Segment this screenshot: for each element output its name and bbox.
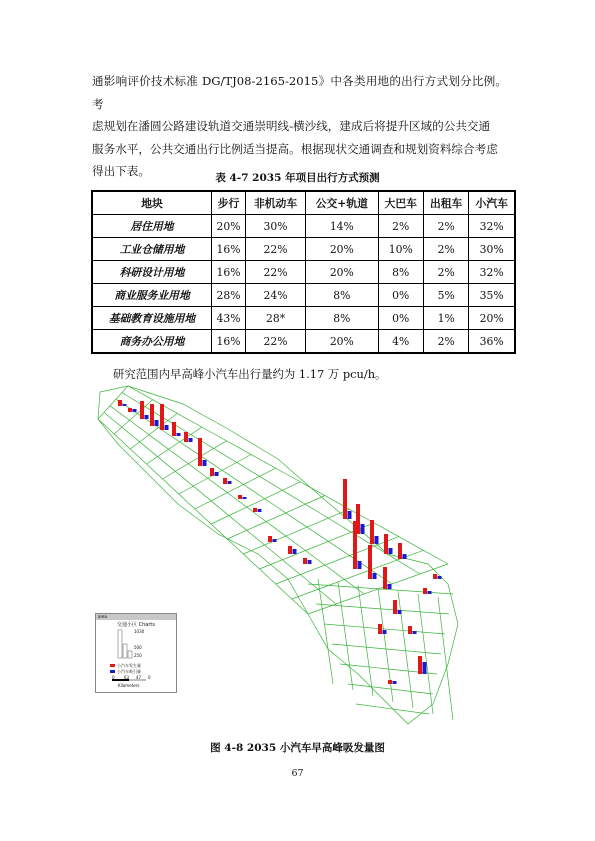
attraction-bar xyxy=(423,662,427,674)
table-row xyxy=(92,238,515,261)
table-cell: 14% xyxy=(306,215,378,238)
zone-boundary xyxy=(318,579,333,684)
paragraph-line: 服务水平，公共交通出行比例适当提高。根据现状交通调查和规划资料综合考虑 xyxy=(92,141,498,156)
table-cell: 0% xyxy=(378,307,423,330)
table-cell: 28% xyxy=(212,284,246,307)
table-cell: 8% xyxy=(378,261,423,284)
table-cell: 43% xyxy=(212,307,246,330)
table-row xyxy=(92,261,515,284)
table-cell: 20% xyxy=(469,307,515,330)
table-cell: 8% xyxy=(306,284,378,307)
table-cell: 1% xyxy=(423,307,468,330)
table-cell: 30% xyxy=(469,238,515,261)
generation-bar xyxy=(370,520,374,544)
column-header: 地块 xyxy=(92,191,212,215)
table-cell: 20% xyxy=(306,330,378,354)
table-row xyxy=(92,307,515,330)
column-header: 出租车 xyxy=(423,191,468,215)
attraction-bar xyxy=(308,560,312,564)
table-cell: 22% xyxy=(246,261,306,284)
generation-bar xyxy=(128,408,132,412)
zone-boundary xyxy=(243,509,349,554)
attraction-bar xyxy=(145,415,149,419)
generation-bar xyxy=(253,508,257,512)
table-header-row xyxy=(92,191,515,215)
table-cell: 36% xyxy=(469,330,515,354)
column-header: 非机动车 xyxy=(246,191,306,215)
attraction-bar xyxy=(123,404,127,406)
zone-boundary xyxy=(211,482,300,524)
attraction-bar xyxy=(358,561,362,569)
zone-boundary xyxy=(356,704,429,714)
generation-bar xyxy=(378,624,382,634)
generation-bar xyxy=(418,656,422,674)
column-header: 步行 xyxy=(212,191,246,215)
zone-boundary xyxy=(276,537,399,584)
attraction-bar xyxy=(293,549,297,554)
intro-paragraph xyxy=(92,70,507,183)
travel-mode-table xyxy=(91,190,516,354)
table-cell: 2% xyxy=(423,330,468,354)
table-cell: 22% xyxy=(246,238,306,261)
generation-bar xyxy=(223,478,227,484)
table-cell: 22% xyxy=(246,330,306,354)
map-legend xyxy=(95,613,177,693)
generation-bar xyxy=(353,521,357,569)
zone-boundary xyxy=(358,585,373,696)
attraction-bar xyxy=(373,573,377,579)
generation-bar xyxy=(423,588,427,594)
legend-axis-tick: 63 xyxy=(124,675,130,680)
legend-title: 交通小区 Charts xyxy=(117,622,155,628)
attraction-bar xyxy=(389,548,393,554)
generation-bar xyxy=(118,400,122,406)
row-header: 基础教育设施用地 xyxy=(92,307,212,330)
legend-item-attraction: 小汽车吸引量 xyxy=(117,669,141,674)
legend-graphic xyxy=(96,628,176,690)
legend-title-bar: area xyxy=(96,614,176,620)
table-caption: 表 4-7 2035 年项目出行方式预测 xyxy=(215,172,380,184)
generation-bar xyxy=(388,680,392,684)
table-cell: 0% xyxy=(378,284,423,307)
legend-axis-tick: 47 xyxy=(136,675,142,680)
table-cell: 2% xyxy=(423,238,468,261)
row-header: 工业仓储用地 xyxy=(92,238,212,261)
table-row xyxy=(92,330,515,354)
legend-unit: Kilometers xyxy=(118,683,140,688)
zone-boundary xyxy=(104,412,336,604)
generation-bar xyxy=(343,479,347,519)
attraction-bar xyxy=(428,591,432,594)
page-number: 67 xyxy=(291,768,304,779)
attraction-bar xyxy=(393,681,397,684)
attraction-bar xyxy=(258,509,262,512)
paragraph-line: 通影响评价技术标准 DG/TJ08-2165-2015》中各类用地的出行方式划分比例。考 xyxy=(92,74,507,111)
table-cell: 32% xyxy=(469,215,515,238)
figure-caption: 图 4-8 2035 小汽车早高峰吸发量图 xyxy=(210,742,385,754)
row-header: 商务办公用地 xyxy=(92,330,212,354)
table-cell: 30% xyxy=(246,215,306,238)
table-cell: 5% xyxy=(423,284,468,307)
table-row xyxy=(92,215,515,238)
generation-bar xyxy=(303,558,307,564)
attraction-bar xyxy=(383,630,387,634)
paragraph-line: 虑规划在潘圆公路建设轨道交通崇明线-横沙线，建成后将提升区域的公共交通 xyxy=(92,119,491,133)
attraction-bar xyxy=(215,472,219,476)
attraction-bar xyxy=(403,554,407,559)
table-cell: 4% xyxy=(378,330,423,354)
column-header: 大巴车 xyxy=(378,191,423,215)
generation-bar xyxy=(408,626,412,634)
generation-bar xyxy=(384,534,388,554)
attraction-bar xyxy=(413,631,417,634)
legend-item-generation: 小汽车发生量 xyxy=(117,663,141,668)
generation-bar xyxy=(198,438,202,466)
zone-boundary xyxy=(338,582,353,690)
zone-boundary xyxy=(195,468,276,509)
legend-scale-value: 250 xyxy=(134,653,142,658)
legend-scale-value: 1030 xyxy=(134,629,145,634)
generation-bar xyxy=(288,546,292,554)
column-header: 小汽车 xyxy=(469,191,515,215)
zone-boundary xyxy=(227,496,325,540)
zone-boundary xyxy=(378,588,393,702)
row-header: 居住用地 xyxy=(92,215,212,238)
attraction-bar xyxy=(273,539,277,542)
attraction-bar xyxy=(243,497,247,499)
generation-bar xyxy=(368,545,372,579)
table-cell: 10% xyxy=(378,238,423,261)
zone-boundary xyxy=(98,419,308,614)
attraction-bar xyxy=(398,610,402,614)
generation-bar xyxy=(184,432,188,442)
zone-boundary xyxy=(438,597,453,720)
attraction-bar xyxy=(348,511,352,519)
legend-axis-tick: 0 xyxy=(112,675,115,680)
table-cell: 35% xyxy=(469,284,515,307)
zone-boundary xyxy=(98,386,128,419)
generation-bar xyxy=(268,536,272,542)
row-header: 商业服务业用地 xyxy=(92,284,212,307)
table-cell: 2% xyxy=(423,261,468,284)
zone-boundary xyxy=(316,604,449,614)
table-cell: 20% xyxy=(212,215,246,238)
paragraph-line: 得出下表。 xyxy=(92,164,150,178)
attraction-bar xyxy=(438,576,442,579)
table-cell: 28* xyxy=(246,307,306,330)
generation-bar xyxy=(172,422,176,436)
table-row xyxy=(92,284,515,307)
generation-bar xyxy=(433,574,437,579)
attraction-bar xyxy=(203,460,207,466)
attraction-bar xyxy=(155,420,159,426)
legend-axis-tick: 0 xyxy=(148,675,151,680)
row-header: 科研设计用地 xyxy=(92,261,212,284)
attraction-bar xyxy=(361,524,365,534)
attraction-bar xyxy=(165,425,169,430)
zone-boundary xyxy=(116,399,392,584)
table-cell: 16% xyxy=(212,261,246,284)
table-cell: 8% xyxy=(306,307,378,330)
attraction-bar xyxy=(228,481,232,484)
zone-boundary xyxy=(122,393,420,574)
attraction-bar xyxy=(189,438,193,442)
attraction-bar xyxy=(388,584,392,589)
generation-bar xyxy=(150,404,154,426)
attraction-bar xyxy=(177,433,181,436)
table-cell: 24% xyxy=(246,284,306,307)
generation-bar xyxy=(140,401,144,419)
table-cell: 2% xyxy=(378,215,423,238)
attraction-bar xyxy=(133,409,137,412)
generation-bar xyxy=(210,468,214,476)
column-header: 公交+轨道 xyxy=(306,191,378,215)
table-cell: 16% xyxy=(212,238,246,261)
generation-bar xyxy=(383,567,387,589)
table-cell: 16% xyxy=(212,330,246,354)
car-trip-note: 研究范围内早高峰小汽车出行量约为 1.17 万 pcu/h。 xyxy=(113,367,387,381)
table-cell: 20% xyxy=(306,238,378,261)
table-cell: 32% xyxy=(469,261,515,284)
generation-bar xyxy=(160,404,164,430)
table-cell: 20% xyxy=(306,261,378,284)
generation-bar xyxy=(238,495,242,499)
legend-scale-value: 500 xyxy=(134,645,142,650)
generation-bar xyxy=(398,543,402,559)
table-cell: 2% xyxy=(423,215,468,238)
generation-bar xyxy=(393,600,397,614)
attraction-bar xyxy=(375,536,379,544)
